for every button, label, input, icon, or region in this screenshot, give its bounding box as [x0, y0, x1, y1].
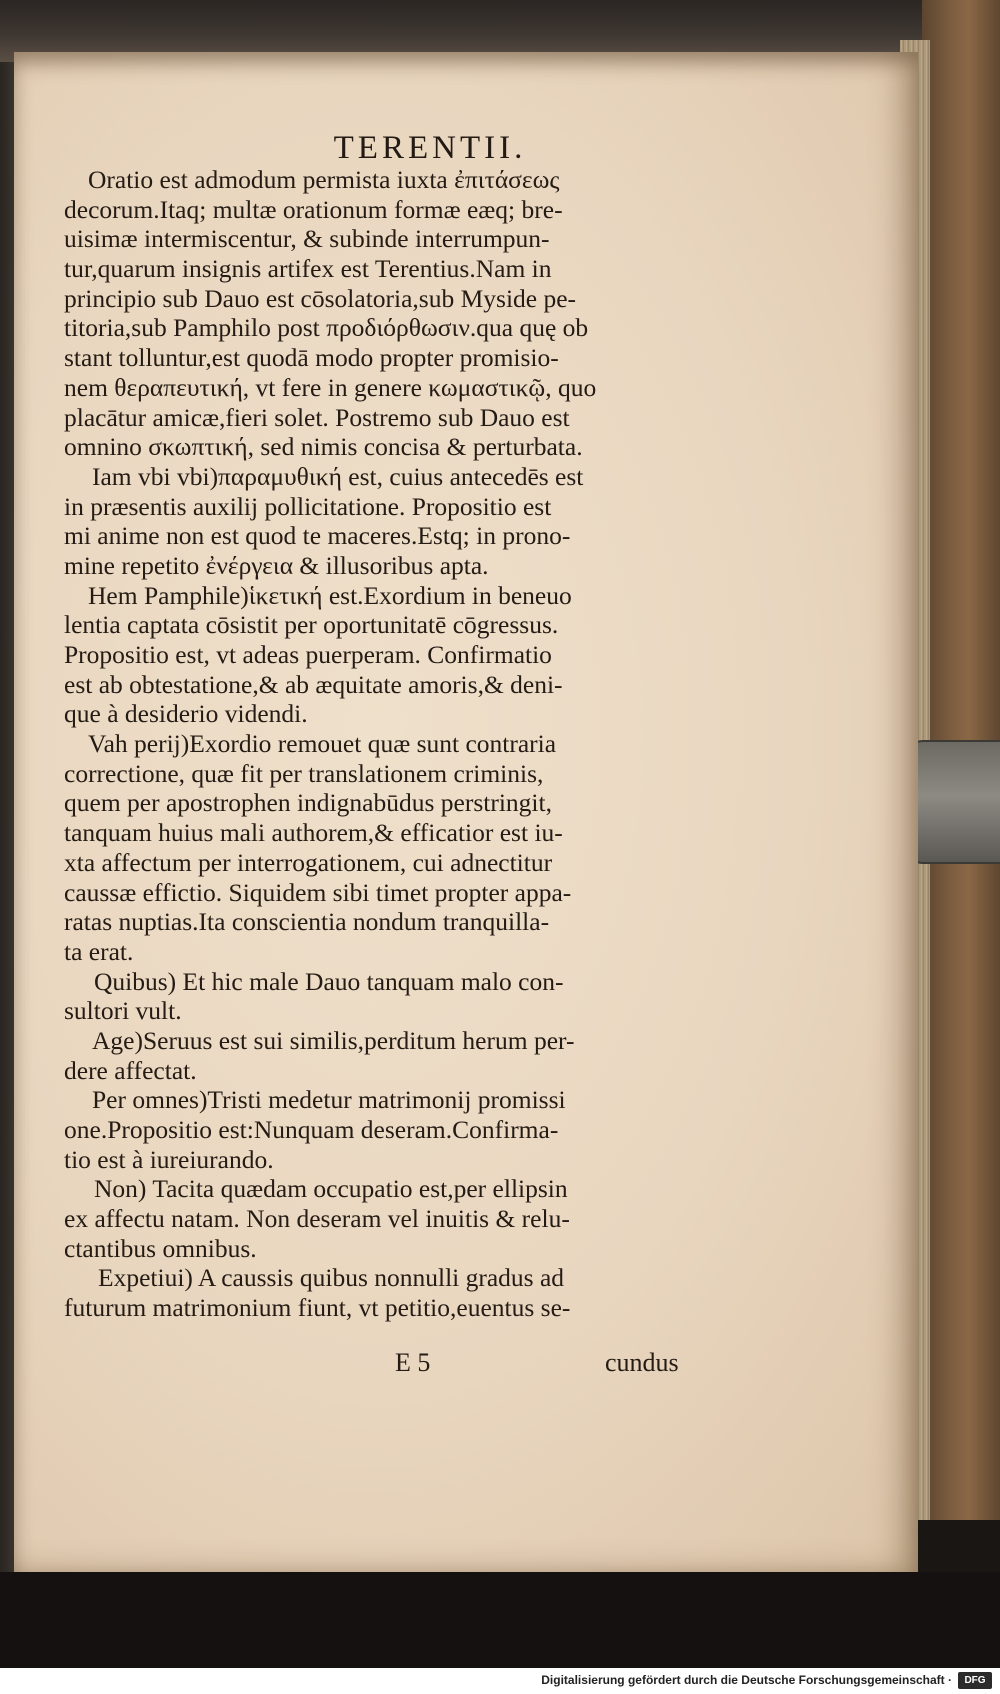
text-line: stant tolluntur,est quodā modo propter promisio-	[64, 343, 559, 373]
text-line: Vah perij)Exordio remouet quæ sunt contraria	[88, 729, 557, 759]
text-line: Age)Seruus est sui similis,perditum herum per-	[92, 1025, 575, 1055]
text-line: Non) Tacita quædam occupatio est,per ellipsin	[94, 1174, 568, 1204]
text-line: one.Propositio est:Nunquam deseram.Confirma-	[64, 1115, 559, 1144]
text-line: xta affectum per interrogationem, cui adnectitur	[64, 847, 553, 877]
text-line: nem θεραπευτική, vt fere in genere κωμαστικῷ, quo	[64, 372, 597, 402]
text-line: dere affectat.	[64, 1055, 197, 1085]
text-line: Oratio est admodum permista iuxta ἐπιτάσεως	[88, 165, 560, 194]
text-line: caussæ effictio. Siquidem sibi timet propter appa-	[64, 877, 572, 907]
text-line: in præsentis auxilij pollicitatione. Propositio est	[64, 491, 552, 521]
text-line: tanquam huius mali authorem,& efficatior est iu-	[64, 818, 563, 848]
funding-notice: Digitalisierung gefördert durch die Deutsche Forschungsgemeinschaft ·	[541, 1673, 952, 1687]
text-line: Iam vbi vbi)παραμυθική est, cuius antecedēs est	[92, 461, 584, 491]
text-line: tio est à iureiurando.	[64, 1144, 274, 1174]
text-line: que à desiderio videndi.	[64, 699, 308, 729]
book-clasp	[905, 740, 1000, 864]
text-line: Propositio est, vt adeas puerperam. Confirmatio	[64, 640, 552, 669]
text-line: lentia captata cōsistit per oportunitatē cōgressus.	[64, 610, 559, 640]
text-line: omnino σκωπτική, sed nimis concisa & perturbata.	[64, 432, 583, 462]
dfg-logo-icon: DFG	[958, 1672, 992, 1689]
text-line: ctantibus omnibus.	[64, 1233, 257, 1263]
text-line: tur,quarum insignis artifex est Terentius.Nam in	[64, 254, 552, 284]
catchword: cundus	[605, 1348, 679, 1377]
text-line: mi anime non est quod te maceres.Estq; in prono-	[64, 521, 571, 551]
text-line: Quibus) Et hic male Dauo tanquam malo con-	[94, 966, 564, 996]
text-line: est ab obtestatione,& ab æquitate amoris,& deni-	[64, 669, 563, 699]
book-edge-left	[0, 0, 14, 1694]
digitization-footer	[0, 1668, 1000, 1694]
text-line: Expetiui) A caussis quibus nonnulli gradus ad	[98, 1263, 565, 1293]
text-line: ta erat.	[64, 936, 134, 966]
text-line: futurum matrimonium fiunt, vt petitio,euentus se-	[64, 1293, 571, 1323]
running-header: TERENTII.	[333, 130, 527, 166]
scan-background	[0, 1572, 1000, 1668]
text-line: correctione, quæ fit per translationem criminis,	[64, 758, 544, 788]
text-line: placātur amicæ,fieri solet. Postremo sub Dauo est	[64, 402, 570, 432]
text-line: titoria,sub Pamphilo post προδιόρθωσιν.qua quę ob	[64, 313, 589, 343]
page-text	[64, 165, 714, 1323]
text-line: uisimæ intermiscentur, & subinde interrumpun-	[64, 224, 550, 254]
text-line: principio sub Dauo est cōsolatoria,sub Myside pe-	[64, 283, 577, 313]
text-line: sultori vult.	[64, 996, 182, 1026]
text-line: decorum.Itaq; multæ orationum formæ eæq; bre-	[64, 194, 563, 224]
text-line: mine repetito ἐνέργεια & illusoribus apta.	[64, 550, 489, 580]
text-line: ratas nuptias.Ita conscientia nondum tranquilla-	[64, 907, 550, 937]
text-line: Hem Pamphile)ἱκετική est.Exordium in beneuo	[88, 580, 572, 610]
text-line: quem per apostrophen indignabūdus perstringit,	[64, 788, 552, 818]
text-line: Per omnes)Tristi medetur matrimonij promissi	[92, 1085, 566, 1115]
text-line: ex affectu natam. Non deseram vel inuitis & relu-	[64, 1204, 570, 1234]
signature-mark: E 5	[395, 1348, 431, 1377]
